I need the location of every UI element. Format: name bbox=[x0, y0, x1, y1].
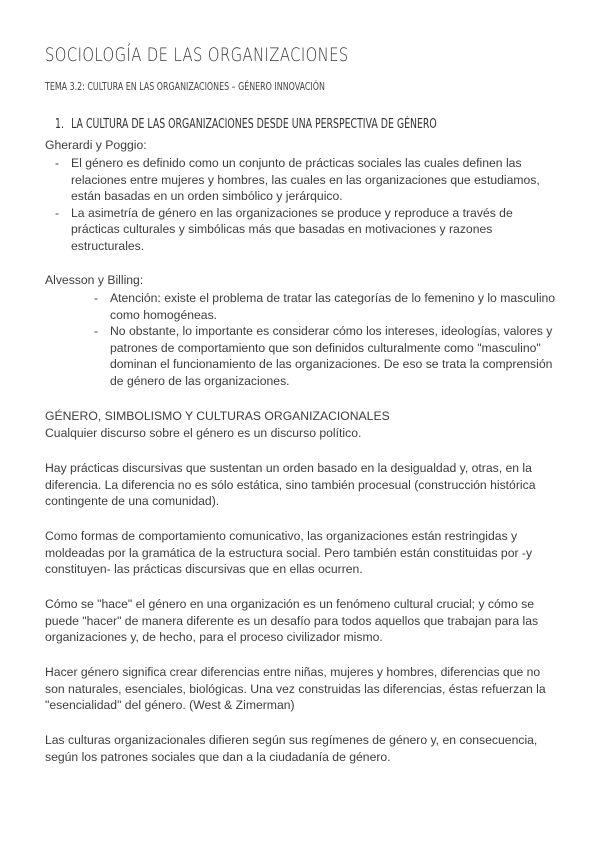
gherardi-list bbox=[55, 155, 561, 255]
paragraph: Hay prácticas discursivas que sustentan un orden basado en la desigualdad y, otras, en la diferencia. La diferencia no es sólo estática, sino también procesual (construcción histórica contingente de una comunidad). bbox=[45, 461, 536, 509]
paragraph: Cómo se "hace" el género en una organización es un fenómeno cultural crucial; y cómo se puede "hacer" de manera diferente es un desafío para todos aquellos que trabajan para las organizaciones y, de hecho, para el proceso civilizador mismo. bbox=[45, 597, 539, 645]
bullet-marker: - bbox=[55, 156, 60, 170]
section-heading-2: GÉNERO, SIMBOLISMO Y CULTURAS ORGANIZACIONALES bbox=[45, 409, 390, 423]
list-item-text: No obstante, lo importante es considerar cómo los intereses, ideologías, valores y patrones de comportamiento que son definidos culturalmente como "masculino" dominan el funcionamiento de las organizaciones. De eso se trata la comprensión de género de las organizaciones. bbox=[110, 324, 553, 388]
document-title: SOCIOLOGÍA DE LAS ORGANIZACIONES bbox=[45, 44, 349, 66]
bullet-marker: - bbox=[55, 205, 60, 220]
list-item bbox=[94, 323, 560, 389]
list-item-text: La asimetría de género en las organizaciones se produce y reproduce a través de prácticas culturales y simbólicas más que basadas en motivaciones y razones estructurales. bbox=[71, 205, 513, 253]
section-heading-text: LA CULTURA DE LAS ORGANIZACIONES DESDE UNA PERSPECTIVA DE GÉNERO bbox=[71, 117, 437, 132]
paragraph: Las culturas organizacionales difieren según sus regímenes de género y, en consecuencia, según los patrones sociales que dan a la ciudadanía de género. bbox=[45, 733, 538, 764]
author-alvesson: Alvesson y Billing: bbox=[45, 273, 144, 287]
section-number: 1. bbox=[55, 117, 64, 132]
list-item bbox=[94, 290, 560, 323]
author-gherardi: Gherardi y Poggio: bbox=[45, 138, 147, 152]
section-lead: Cualquier discurso sobre el género es un discurso político. bbox=[45, 426, 362, 440]
list-item-text: El género es definido como un conjunto de prácticas sociales las cuales definen las relaciones entre mujeres y hombres, las cuales en las organizaciones que estudiamos, están basadas en un orden simbólico y jerárquico. bbox=[71, 156, 540, 204]
bullet-marker: - bbox=[94, 291, 99, 305]
bullet-marker: - bbox=[94, 324, 99, 339]
paragraph: Como formas de comportamiento comunicativo, las organizaciones están restringidas y moldeadas por la gramática de la estructura social. Pero también están constituidas por -y constituyen- las prácticas discursivas que en ellas ocurren. bbox=[45, 529, 533, 577]
list-item bbox=[55, 205, 561, 255]
paragraph: Hacer género significa crear diferencias entre niñas, mujeres y hombres, diferencias que no son naturales, esenciales, biológicas. Una vez construidas las diferencias, éstas refuerzan la "esencialidad" del género. (West & Zimerman) bbox=[45, 665, 546, 713]
list-item-text: Atención: existe el problema de tratar las categorías de lo femenino y lo masculino como homogéneas. bbox=[110, 291, 556, 322]
list-item bbox=[55, 155, 561, 205]
section-heading-1 bbox=[55, 117, 437, 132]
document-subtitle: TEMA 3.2: CULTURA EN LAS ORGANIZACIONES – GÉNERO INNOVACIÓN bbox=[45, 80, 325, 93]
alvesson-list bbox=[94, 290, 560, 390]
